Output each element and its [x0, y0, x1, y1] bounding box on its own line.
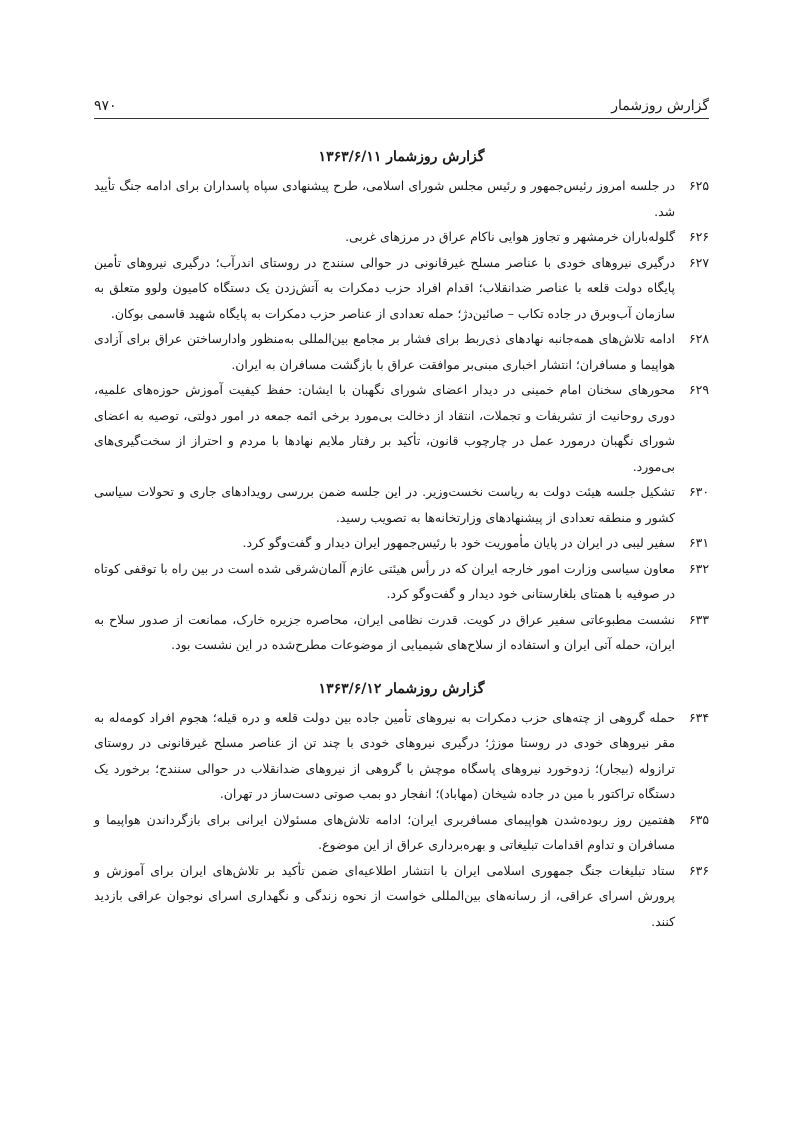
entry-number: ۶۳۶: [689, 862, 709, 878]
entry-text: معاون سیاسی وزارت امور خارجه ایران که در رأس هیئتی عازم آلمان‌شرقی شده است در بین راه با توقفی کوتاه در صوفیه با همتای بلغارستانی خود دیدار و گفت‌وگو کرد.: [94, 560, 675, 601]
entry-number: ۶۲۶: [689, 229, 709, 244]
entry-number: ۶۳۴: [689, 709, 709, 725]
entry: [94, 250, 709, 327]
entry-number: ۶۳۰: [689, 484, 709, 499]
page-number: ۹۷۰: [94, 98, 117, 114]
entry: [94, 556, 709, 607]
entry: [94, 479, 709, 530]
entry: [94, 530, 709, 556]
entry-text: در جلسه امروز رئیس‌جمهور و رئیس مجلس شورای اسلامی، طرح پیشنهادی سپاه پاسداران برای ادامه جنگ تأیید شد.: [94, 178, 675, 219]
entry: [94, 326, 709, 377]
entry-text: نشست مطبوعاتی سفیر عراق در کویت. قدرت نظامی ایران، محاصره جزیره خارک، ممانعت از صدور سلاح به ایران، حمله آتی ایران و استفاده از سلاح‌های شیمیایی از موضوعات مطرح‌شده در این نشست بود.: [94, 611, 675, 652]
entry-text: گلوله‌باران خرمشهر و تجاوز هوایی ناکام عراق در مرزهای غربی.: [345, 229, 675, 244]
entry: [94, 173, 709, 224]
entry-text: محورهای سخنان امام خمینی در دیدار اعضای شورای نگهبان با ایشان: حفظ کیفیت آموزش حوزه‌های علمیه، دوری روحانیت از تشریفات و تجملات، انتقاد از دخالت بی‌مورد برخی ائمه جمعه در امور دولتی، توصیه به اعضای شورای نگهبان درمورد عمل در چارچوب قانون، تأکید بر رفتار ملایم نهادها با مردم و احتراز از سخت‌گیری‌های بی‌مورد.: [94, 382, 675, 474]
entry: [94, 377, 709, 479]
entry-number: ۶۳۲: [689, 560, 709, 576]
entry: [94, 807, 709, 858]
entry: [94, 705, 709, 807]
running-header: [94, 88, 709, 119]
entry-number: ۶۲۹: [689, 382, 709, 397]
entry-number: ۶۳۱: [689, 535, 709, 550]
entry: [94, 224, 709, 250]
entry-text: درگیری نیروهای خودی با عناصر مسلح غیرقانونی در حوالی سنندج در روستای اندرآب؛ درگیری نیروهای تأمین پایگاه دولت قلعه با عناصر ضدانقلاب؛ اقدام افراد حزب دمکرات به آتش‌زدن یک دستگاه کامیون ولوو متعلق به سازمان آب‌وبرق در جاده تکاب – صائین‌دژ؛ حمله تعدادی از عناصر حزب دمکرات به پایگاه شهید قاسمی بوکان.: [94, 254, 675, 321]
header-title: گزارش روزشمار: [611, 98, 709, 114]
entry: [94, 607, 709, 658]
entry-number: ۶۲۸: [689, 331, 709, 346]
entry-number: ۶۳۵: [689, 811, 709, 827]
entry-text: ستاد تبلیغات جنگ جمهوری اسلامی ایران با انتشار اطلاعیه‌ای ضمن تأکید بر تلاش‌های ایران برای آموزش و پرورش اسرای عراقی، از رسانه‌های بین‌المللی خواست از نحوه زندگی و نگهداری اسرای نوجوان عراقی بازدید کنند.: [94, 862, 675, 929]
entry-text: حمله گروهی از چته‌های حزب دمکرات به نیروهای تأمین جاده بین دولت قلعه و دره قیله؛ هجوم افراد کومه‌له به مقر نیروهای خودی در روستا موزژ؛ درگیری نیروهای خودی با چند تن از عناصر مسلح غیرقانونی در روستای ترازوله (بیجار)؛ زدوخورد نیروهای پاسگاه موچش با گروهی از نیروهای ضدانقلاب در حوالی سنندج؛ برخورد یک دستگاه تراکتور با مین در جاده شیخان (مهاباد)؛ انفجار دو بمب صوتی دست‌ساز در تهران.: [94, 709, 675, 801]
entry: [94, 858, 709, 935]
entry-text: هفتمین روز ربوده‌شدن هواپیمای مسافربری ایران؛ ادامه تلاش‌های مسئولان ایرانی برای بازگرداندن هواپیما و مسافران و تداوم اقدامات تبلیغاتی و بهره‌برداری عراق از این موضوع.: [94, 811, 675, 852]
entry-number: ۶۲۵: [689, 178, 709, 193]
entry-number: ۶۳۳: [689, 611, 709, 627]
entry-text: ادامه تلاش‌های همه‌جانبه نهادهای ذی‌ربط برای فشار بر مجامع بین‌المللی به‌منظور وادارساختن عراق برای آزادی هواپیما و مسافران؛ انتشار اخباری مبنی‌بر موافقت عراق با بازگشت مسافران به ایران.: [94, 331, 675, 372]
entry-number: ۶۲۷: [689, 254, 709, 270]
entry-text: سفیر لیبی در ایران در پایان مأموریت خود با رئیس‌جمهور ایران دیدار و گفت‌وگو کرد.: [242, 535, 675, 550]
entry-text: تشکیل جلسه هیئت دولت به ریاست نخست‌وزیر. در این جلسه ضمن بررسی رویدادهای جاری و تحولات سیاسی کشور و منطقه تعدادی از پیشنهادهای وزارتخانه‌ها به تصویب رسید.: [94, 484, 675, 525]
section-title: گزارش روزشمار ۱۳۶۳/۶/۱۲: [318, 680, 485, 697]
section-title: گزارش روزشمار ۱۳۶۳/۶/۱۱: [318, 149, 485, 165]
page-content: [94, 140, 709, 934]
